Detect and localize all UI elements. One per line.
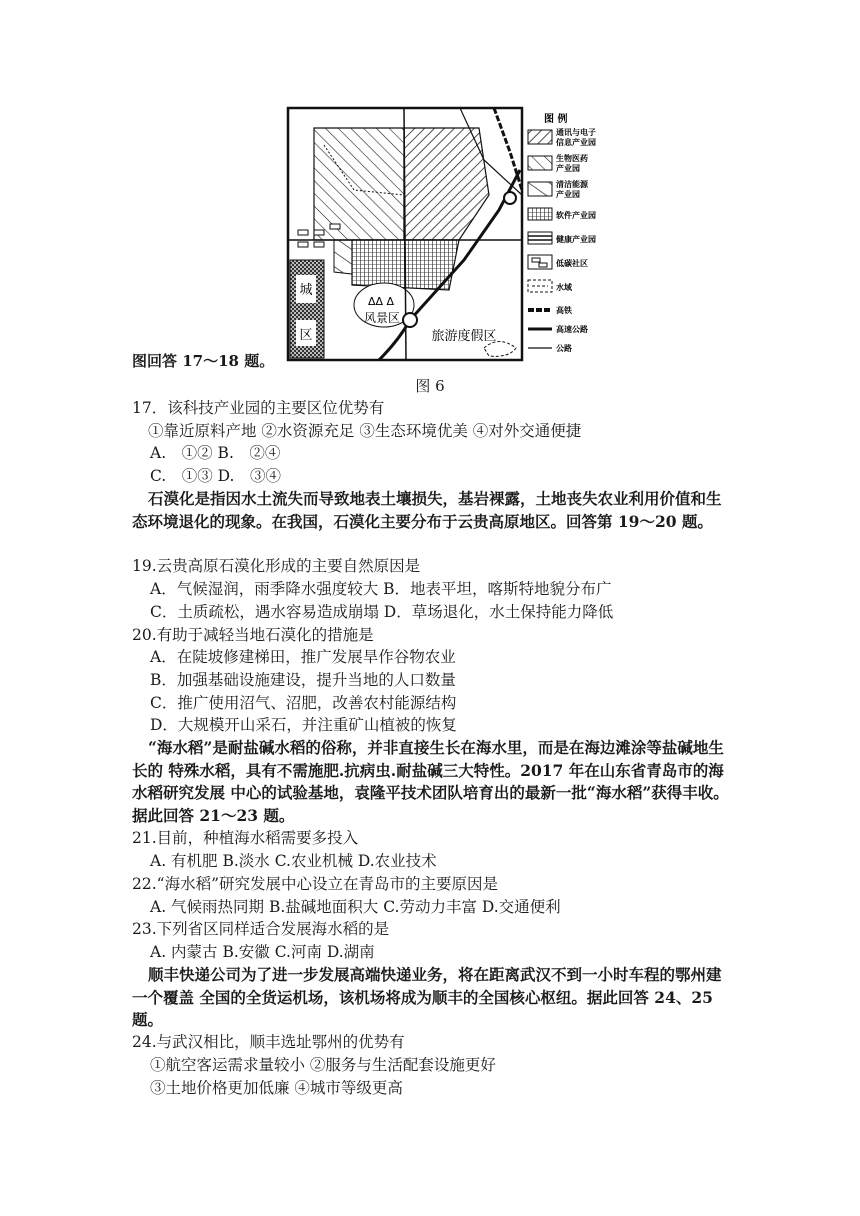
reverse-hatch-icon <box>528 156 552 170</box>
community-icon <box>528 255 552 269</box>
svg-text:清洁能源: 清洁能源 <box>556 180 588 189</box>
q17-choices-cd: C. ①③ D. ③④ <box>150 467 281 485</box>
svg-text:ΔΔ Δ: ΔΔ Δ <box>368 295 395 308</box>
svg-text:信息产业园: 信息产业园 <box>556 138 596 147</box>
scenic-area-label: 风景区 <box>363 311 401 325</box>
svg-text:健康产业园: 健康产业园 <box>556 235 596 244</box>
svg-text:水域: 水域 <box>556 283 572 292</box>
resort-label: 旅游度假区 <box>431 329 497 344</box>
diagonal-hatch-icon <box>528 130 552 144</box>
city-label-1: 城 <box>299 283 313 298</box>
city-label-2: 区 <box>299 328 313 343</box>
slash-hatch-icon <box>528 182 552 196</box>
horizontal-lines-icon <box>528 232 552 244</box>
q22-stem: 22.“海水稻”研究发展中心设立在青岛市的主要原因是 <box>132 875 498 893</box>
q20-choice-d: D．大规模开山采石，并注重矿山植被的恢复 <box>150 716 457 734</box>
svg-text:软件产业园: 软件产业园 <box>556 211 596 220</box>
q19-choices-ab: A．气候湿润，雨季降水强度较大 B．地表平坦，喀斯特地貌分布广 <box>150 580 612 598</box>
svg-text:产业园: 产业园 <box>556 190 580 199</box>
q24-stem: 24.与武汉相比，顺丰选址鄂州的优势有 <box>132 1033 405 1051</box>
q17-stem: 17．该科技产业园的主要区位优势有 <box>132 399 385 417</box>
q21-stem: 21.目前，种植海水稻需要多投入 <box>132 829 359 847</box>
svg-text:通讯与电子: 通讯与电子 <box>556 128 596 137</box>
q22-choices: A. 气候雨热同期 B.盐碱地面积大 C.劳动力丰富 D.交通便利 <box>150 898 561 916</box>
q20-choice-a: A．在陡坡修建梯田，推广发展旱作谷物农业 <box>150 648 456 666</box>
figure-caption: 图 6 <box>415 377 445 395</box>
legend-title: 图 例 <box>544 114 568 125</box>
q20-stem: 20.有助于减轻当地石漠化的措施是 <box>132 626 374 644</box>
q24-options-34: ③土地价格更加低廉 ④城市等级更高 <box>150 1079 403 1097</box>
svg-text:高铁: 高铁 <box>556 306 572 315</box>
q17-choices-ab: A. ①② B. ②④ <box>150 444 281 462</box>
q23-choices: A. 内蒙古 B.安徽 C.河南 D.湖南 <box>150 943 375 961</box>
svg-text:生物医药: 生物医药 <box>556 154 588 163</box>
passage-sea-rice: “海水稻”是耐盐碱水稻的俗称，并非直接生长在海水里，而是在海边滩涂等盐碱地生长的 特殊水稻，具有不需施肥.抗病虫.耐盐碱三大特性。2017 年在山东省青岛市的海水稻研究发展 中心的试验基地，袁隆平技术团队培育出的最新一批“海水稻”获得丰收。据此回答 21～23 题。 <box>132 738 729 826</box>
q24-options-12: ①航空客运需求量较小 ②服务与生活配套设施更好 <box>150 1056 496 1074</box>
water-icon <box>528 280 552 292</box>
svg-text:产业园: 产业园 <box>556 164 580 173</box>
figure-intro-text: 图回答 17～18 题。 <box>132 352 275 370</box>
q20-choice-c: C．推广使用沼气、沼肥，改善农村能源结构 <box>150 694 457 712</box>
q23-stem: 23.下列省区同样适合发展海水稻的是 <box>132 920 390 938</box>
q20-choice-b: B．加强基础设施建设，提升当地的人口数量 <box>150 671 456 689</box>
q19-stem: 19.云贵高原石漠化形成的主要自然原因是 <box>132 557 421 575</box>
tech-park-map <box>284 100 598 365</box>
svg-text:高速公路: 高速公路 <box>556 325 588 334</box>
vertical-grid-icon <box>528 208 552 220</box>
svg-text:公路: 公路 <box>556 344 572 353</box>
q17-options: ①靠近原料产地 ②水资源充足 ③生态环境优美 ④对外交通便捷 <box>148 422 582 440</box>
q21-choices: A. 有机肥 B.淡水 C.农业机械 D.农业技术 <box>150 852 437 870</box>
q19-choices-cd: C．土质疏松，遇水容易造成崩塌 D．草场退化，水土保持能力降低 <box>150 603 614 621</box>
passage-rocky-desertification: 石漠化是指因水土流失而导致地表土壤损失，基岩裸露，土地丧失农业利用价值和生态环境退化的现象。在我国，石漠化主要分布于云贵高原地区。回答第 19～20 题。 <box>132 489 722 531</box>
map-legend <box>528 112 596 353</box>
svg-text:低碳社区: 低碳社区 <box>556 259 588 268</box>
passage-sf-airport: 顺丰快递公司为了进一步发展高端快递业务，将在距离武汉不到一小时车程的鄂州建一个覆盖 全国的全货运机场，该机场将成为顺丰的全国核心枢纽。据此回答 24、25 题。 <box>132 965 722 1030</box>
